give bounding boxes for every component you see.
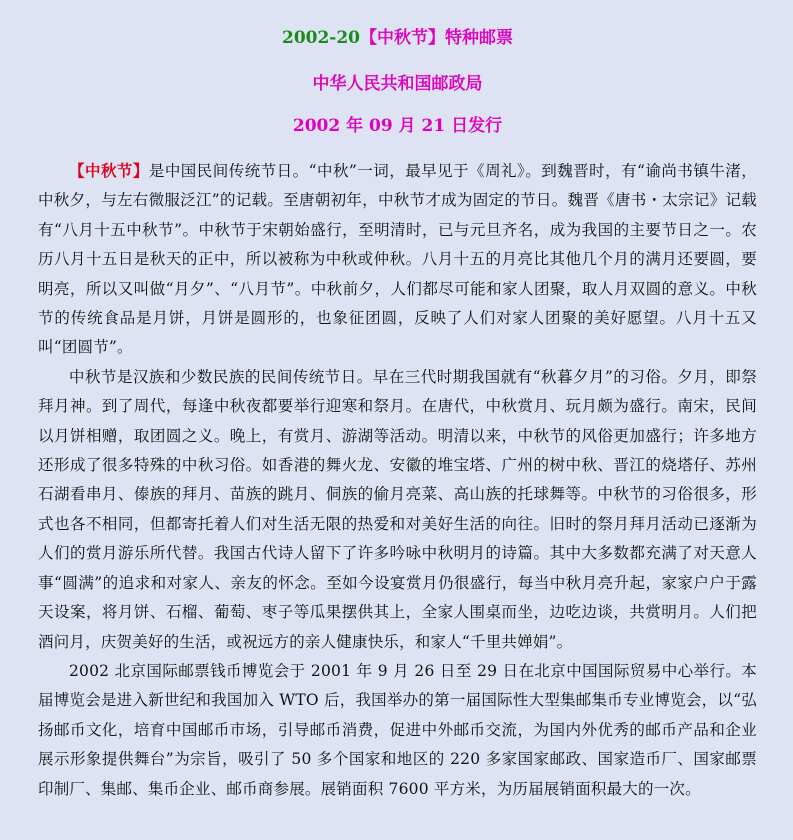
paragraph-3 bbox=[38, 657, 757, 804]
stamp-serial: 2002-20 bbox=[281, 28, 361, 48]
paragraph-text: 中秋节是汉族和少数民族的民间传统节日。早在三代时期我国就有“秋暮夕月”的习俗。夕月，即祭拜月神。到了周代，每逢中秋夜都要举行迎寒和祭月。在唐代，中秋赏月、玩月颇为盛行。南宋，民间以月饼相赠，取团圆之义。晚上，有赏月、游湖等活动。明清以来，中秋节的风俗更加盛行；许多地方还形成了很多特殊的中秋习俗。如香港的舞火龙、安徽的堆宝塔、广州的树中秋、晋江的烧塔仔、苏州石湖看串月、傣族的拜月、苗族的跳月、侗族的偷月亮菜、高山族的托球舞等。中秋节的习俗很多，形式也各不相同，但都寄托着人们对生活无限的热爱和对美好生活的向往。旧时的祭月拜月活动已逐渐为人们的赏月游乐所代替。我国古代诗人留下了许多吟咏中秋明月的诗篇。其中大多数都充满了对天意人事“圆满”的追求和对家人、亲友的怀念。至如今设宴赏月仍很盛行，每当中秋月亮升起，家家户户于露天设案，将月饼、石榴、葡萄、枣子等瓜果摆供其上，全家人围桌而坐，边吃边谈，共赏明月。人们把酒问月，庆贺美好的生活，或祝远方的亲人健康快乐，和家人“千里共婵娟”。 bbox=[38, 367, 757, 651]
document-header bbox=[38, 28, 757, 138]
paragraph-text: 2002 北京国际邮票钱币博览会于 2001 年 9 月 26 日至 29 日在北京中国国际贸易中心举行。本届博览会是进入新世纪和我国加入 WTO 后，我国举办的第一届国际性大型集邮集币专业博览会，以“弘扬邮币文化，培育中国邮币市场，引导邮币消费，促进中外邮币交流，为国内外优秀的邮币产品和企业展示形象提供舞台”为宗旨，吸引了 50 多个国家和地区的 220 多家国家邮政、国家造币厂、国家邮票印制厂、集邮、集币企业、邮币商参展。展销面积 7600 平方米，为历届展销面积最大的一次。 bbox=[38, 661, 757, 798]
paragraph-keyword: 【中秋节】 bbox=[69, 161, 149, 180]
document-body bbox=[38, 156, 757, 804]
issue-date: 2002 年 09 月 21 日发行 bbox=[292, 116, 503, 136]
stamp-title bbox=[38, 28, 757, 50]
issuer: 中华人民共和国邮政局 bbox=[312, 74, 483, 94]
paragraph-text: 是中国民间传统节日。“中秋”一词，最早见于《周礼》。到魏晋时，有“谕尚书镇牛渚，中秋夕，与左右微服泛江”的记载。至唐朝初年，中秋节才成为固定的节日。魏晋《唐书・太宗记》记载有“八月十五中秋节”。中秋节于宋朝始盛行，至明清时，已与元旦齐名，成为我国的主要节日之一。农历八月十五日是秋天的正中，所以被称为中秋或仲秋。八月十五的月亮比其他几个月的满月还要圆，要明亮，所以又叫做“月夕”、“八月节”。中秋前夕，人们都尽可能和家人团聚，取人月双圆的意义。中秋节的传统食品是月饼，月饼是圆形的，也象征团圆，反映了人们对家人团聚的美好愿望。八月十五又叫“团圆节”。 bbox=[38, 162, 757, 357]
paragraph-2 bbox=[38, 363, 757, 657]
paragraph-1 bbox=[38, 156, 757, 363]
stamp-name: 【中秋节】特种邮票 bbox=[360, 28, 514, 48]
